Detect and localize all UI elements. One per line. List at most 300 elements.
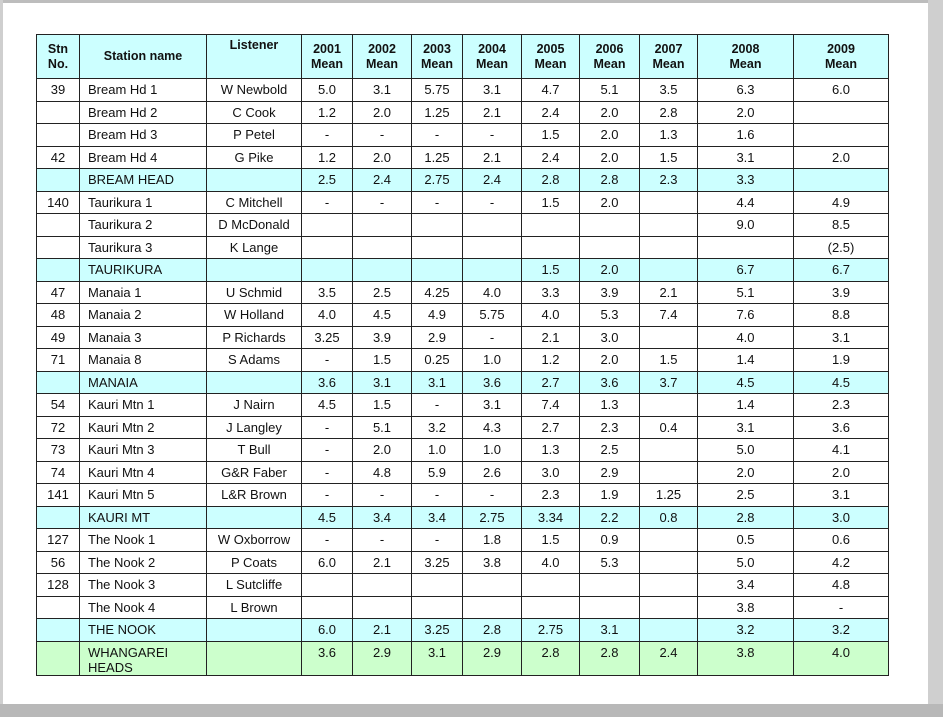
mean-2004-cell: 5.75: [463, 304, 522, 327]
mean-2009-cell: 4.8: [794, 574, 889, 597]
mean-2008-cell: 3.3: [698, 169, 794, 192]
station-name-cell: Taurikura 1: [80, 191, 207, 214]
mean-2003-cell: [412, 574, 463, 597]
mean-2006-cell: 1.9: [580, 484, 640, 507]
listener-cell: G Pike: [207, 146, 302, 169]
table-row: [37, 191, 889, 214]
table-row: [37, 551, 889, 574]
mean-2008-cell: 4.4: [698, 191, 794, 214]
mean-2007-cell: 0.8: [640, 506, 698, 529]
listener-cell: [207, 641, 302, 675]
station-name-cell: Kauri Mtn 5: [80, 484, 207, 507]
mean-2005-cell: 1.2: [522, 349, 580, 372]
listener-cell: [207, 371, 302, 394]
mean-2004-cell: [463, 574, 522, 597]
mean-2004-cell: 2.9: [463, 641, 522, 675]
table-row: [37, 349, 889, 372]
mean-2001-cell: [302, 596, 353, 619]
mean-2006-cell: 3.1: [580, 619, 640, 642]
stn-no-cell: 42: [37, 146, 80, 169]
mean-2008-cell: 2.8: [698, 506, 794, 529]
mean-2006-cell: 2.0: [580, 101, 640, 124]
header-year-mean: 2009 Mean: [794, 35, 889, 79]
mean-2009-cell: 3.1: [794, 484, 889, 507]
header-year-mean: 2005 Mean: [522, 35, 580, 79]
mean-2003-cell: [412, 596, 463, 619]
mean-2002-cell: 2.9: [353, 641, 412, 675]
listener-cell: P Coats: [207, 551, 302, 574]
mean-2001-cell: [302, 574, 353, 597]
mean-2004-cell: 4.3: [463, 416, 522, 439]
mean-2003-cell: 4.25: [412, 281, 463, 304]
table-row: [37, 214, 889, 237]
header-year-mean: 2008 Mean: [698, 35, 794, 79]
mean-2002-cell: 4.8: [353, 461, 412, 484]
mean-2009-cell: [794, 124, 889, 147]
mean-2006-cell: 5.3: [580, 304, 640, 327]
stn-no-cell: [37, 259, 80, 282]
table-row: [37, 484, 889, 507]
stn-no-cell: 39: [37, 79, 80, 102]
mean-2005-cell: 1.5: [522, 259, 580, 282]
station-name-cell: BREAM HEAD: [80, 169, 207, 192]
mean-2008-cell: 9.0: [698, 214, 794, 237]
window-right-edge: [928, 0, 943, 704]
mean-2001-cell: [302, 236, 353, 259]
station-name-cell: Kauri Mtn 3: [80, 439, 207, 462]
window-bottom-edge: [0, 704, 943, 717]
mean-2007-cell: 1.3: [640, 124, 698, 147]
stn-no-cell: [37, 236, 80, 259]
subtotal-row: [37, 506, 889, 529]
mean-2003-cell: 1.0: [412, 439, 463, 462]
listener-cell: G&R Faber: [207, 461, 302, 484]
mean-2007-cell: [640, 551, 698, 574]
mean-2004-cell: 1.0: [463, 439, 522, 462]
listener-cell: L Sutcliffe: [207, 574, 302, 597]
mean-2004-cell: 4.0: [463, 281, 522, 304]
stn-no-cell: 140: [37, 191, 80, 214]
stn-no-cell: [37, 619, 80, 642]
mean-2002-cell: 3.1: [353, 79, 412, 102]
stn-no-cell: [37, 506, 80, 529]
mean-2005-cell: [522, 236, 580, 259]
listener-cell: K Lange: [207, 236, 302, 259]
listener-cell: P Petel: [207, 124, 302, 147]
mean-2001-cell: -: [302, 349, 353, 372]
mean-2007-cell: [640, 191, 698, 214]
table-body: [37, 79, 889, 676]
header-year-mean: 2006 Mean: [580, 35, 640, 79]
grand-total-row: [37, 641, 889, 675]
mean-2009-cell: 3.1: [794, 326, 889, 349]
mean-2007-cell: 3.5: [640, 79, 698, 102]
mean-2008-cell: 5.0: [698, 439, 794, 462]
mean-2008-cell: 4.0: [698, 326, 794, 349]
mean-2003-cell: [412, 259, 463, 282]
table-row: [37, 281, 889, 304]
mean-2003-cell: -: [412, 529, 463, 552]
station-name-cell: Bream Hd 1: [80, 79, 207, 102]
mean-2002-cell: 3.9: [353, 326, 412, 349]
listener-cell: [207, 169, 302, 192]
mean-2004-cell: -: [463, 484, 522, 507]
mean-2004-cell: [463, 259, 522, 282]
station-name-cell: MANAIA: [80, 371, 207, 394]
mean-2007-cell: [640, 461, 698, 484]
station-name-cell: Taurikura 3: [80, 236, 207, 259]
mean-2007-cell: 3.7: [640, 371, 698, 394]
mean-2009-cell: 3.0: [794, 506, 889, 529]
mean-2007-cell: 2.8: [640, 101, 698, 124]
mean-2006-cell: [580, 236, 640, 259]
mean-2003-cell: -: [412, 394, 463, 417]
header-year-mean: 2001 Mean: [302, 35, 353, 79]
mean-2001-cell: [302, 259, 353, 282]
mean-2002-cell: 2.5: [353, 281, 412, 304]
mean-2001-cell: [302, 214, 353, 237]
mean-2005-cell: 4.0: [522, 304, 580, 327]
listener-cell: D McDonald: [207, 214, 302, 237]
station-name-cell: Taurikura 2: [80, 214, 207, 237]
mean-2009-cell: 4.1: [794, 439, 889, 462]
mean-2005-cell: 2.75: [522, 619, 580, 642]
mean-2005-cell: 2.4: [522, 146, 580, 169]
stn-no-cell: 48: [37, 304, 80, 327]
mean-2002-cell: 2.4: [353, 169, 412, 192]
window-left-edge: [0, 0, 3, 717]
mean-2002-cell: [353, 574, 412, 597]
mean-2005-cell: 2.7: [522, 371, 580, 394]
mean-2001-cell: -: [302, 124, 353, 147]
mean-2003-cell: 5.75: [412, 79, 463, 102]
station-name-cell: Manaia 3: [80, 326, 207, 349]
mean-2007-cell: 2.3: [640, 169, 698, 192]
mean-2009-cell: [794, 169, 889, 192]
mean-2001-cell: 4.5: [302, 506, 353, 529]
mean-2009-cell: 4.5: [794, 371, 889, 394]
mean-2002-cell: 4.5: [353, 304, 412, 327]
mean-2008-cell: 3.8: [698, 596, 794, 619]
station-name-cell: THE NOOK: [80, 619, 207, 642]
stn-no-cell: [37, 371, 80, 394]
mean-2003-cell: 0.25: [412, 349, 463, 372]
header-listener: Listener: [207, 35, 302, 79]
mean-2006-cell: 2.0: [580, 349, 640, 372]
mean-2001-cell: 6.0: [302, 551, 353, 574]
mean-2008-cell: 3.4: [698, 574, 794, 597]
station-name-cell: The Nook 3: [80, 574, 207, 597]
station-name-cell: WHANGAREI HEADS: [80, 641, 207, 675]
stn-no-cell: [37, 596, 80, 619]
mean-2003-cell: 3.2: [412, 416, 463, 439]
mean-2003-cell: 3.1: [412, 641, 463, 675]
station-name-cell: Bream Hd 3: [80, 124, 207, 147]
mean-2001-cell: -: [302, 416, 353, 439]
mean-2007-cell: 2.4: [640, 641, 698, 675]
mean-2005-cell: 1.3: [522, 439, 580, 462]
stn-no-cell: [37, 641, 80, 675]
header-year-mean: 2003 Mean: [412, 35, 463, 79]
mean-2006-cell: 2.5: [580, 439, 640, 462]
mean-2007-cell: 1.5: [640, 146, 698, 169]
stn-no-cell: 56: [37, 551, 80, 574]
header-year-mean: 2002 Mean: [353, 35, 412, 79]
station-means-table: [36, 34, 889, 676]
mean-2009-cell: 3.9: [794, 281, 889, 304]
mean-2003-cell: -: [412, 484, 463, 507]
mean-2001-cell: -: [302, 484, 353, 507]
mean-2003-cell: 5.9: [412, 461, 463, 484]
mean-2006-cell: 2.9: [580, 461, 640, 484]
listener-cell: [207, 619, 302, 642]
mean-2005-cell: 4.7: [522, 79, 580, 102]
mean-2005-cell: 1.5: [522, 124, 580, 147]
stn-no-cell: 74: [37, 461, 80, 484]
mean-2007-cell: [640, 394, 698, 417]
mean-2007-cell: 2.1: [640, 281, 698, 304]
stn-no-cell: [37, 101, 80, 124]
table-row: [37, 596, 889, 619]
table-row: [37, 461, 889, 484]
mean-2003-cell: 2.75: [412, 169, 463, 192]
mean-2008-cell: 5.1: [698, 281, 794, 304]
mean-2006-cell: 5.1: [580, 79, 640, 102]
mean-2009-cell: [794, 101, 889, 124]
listener-cell: L&R Brown: [207, 484, 302, 507]
listener-cell: W Newbold: [207, 79, 302, 102]
mean-2002-cell: 1.5: [353, 394, 412, 417]
mean-2004-cell: [463, 236, 522, 259]
stn-no-cell: 128: [37, 574, 80, 597]
mean-2006-cell: 3.0: [580, 326, 640, 349]
mean-2009-cell: -: [794, 596, 889, 619]
mean-2001-cell: -: [302, 191, 353, 214]
mean-2005-cell: 3.0: [522, 461, 580, 484]
station-name-cell: Manaia 1: [80, 281, 207, 304]
mean-2009-cell: 4.0: [794, 641, 889, 675]
mean-2007-cell: [640, 596, 698, 619]
header-station-name: Station name: [80, 35, 207, 79]
station-name-cell: TAURIKURA: [80, 259, 207, 282]
mean-2004-cell: 3.1: [463, 79, 522, 102]
mean-2001-cell: -: [302, 529, 353, 552]
stn-no-cell: 141: [37, 484, 80, 507]
mean-2006-cell: 5.3: [580, 551, 640, 574]
station-name-cell: The Nook 2: [80, 551, 207, 574]
mean-2008-cell: 2.0: [698, 101, 794, 124]
mean-2002-cell: 2.0: [353, 439, 412, 462]
mean-2009-cell: 2.0: [794, 146, 889, 169]
listener-cell: J Langley: [207, 416, 302, 439]
table-row: [37, 439, 889, 462]
stn-no-cell: 73: [37, 439, 80, 462]
table-row: [37, 326, 889, 349]
subtotal-row: [37, 259, 889, 282]
mean-2006-cell: 1.3: [580, 394, 640, 417]
mean-2006-cell: 2.8: [580, 641, 640, 675]
mean-2007-cell: [640, 259, 698, 282]
mean-2005-cell: 1.5: [522, 529, 580, 552]
mean-2006-cell: 2.2: [580, 506, 640, 529]
mean-2006-cell: 2.8: [580, 169, 640, 192]
mean-2002-cell: -: [353, 124, 412, 147]
station-name-cell: Manaia 2: [80, 304, 207, 327]
mean-2005-cell: [522, 214, 580, 237]
mean-2002-cell: 2.0: [353, 146, 412, 169]
mean-2002-cell: 2.0: [353, 101, 412, 124]
mean-2008-cell: 1.6: [698, 124, 794, 147]
subtotal-row: [37, 371, 889, 394]
mean-2002-cell: [353, 259, 412, 282]
mean-2006-cell: [580, 214, 640, 237]
mean-2002-cell: -: [353, 191, 412, 214]
mean-2003-cell: -: [412, 191, 463, 214]
station-name-cell: Kauri Mtn 2: [80, 416, 207, 439]
mean-2009-cell: 6.7: [794, 259, 889, 282]
mean-2004-cell: -: [463, 326, 522, 349]
station-name-cell: Kauri Mtn 4: [80, 461, 207, 484]
mean-2003-cell: 2.9: [412, 326, 463, 349]
mean-2005-cell: 4.0: [522, 551, 580, 574]
subtotal-row: [37, 619, 889, 642]
listener-cell: W Oxborrow: [207, 529, 302, 552]
mean-2005-cell: 3.34: [522, 506, 580, 529]
mean-2005-cell: 1.5: [522, 191, 580, 214]
table-row: [37, 146, 889, 169]
mean-2003-cell: 1.25: [412, 146, 463, 169]
mean-2009-cell: 8.5: [794, 214, 889, 237]
mean-2001-cell: -: [302, 461, 353, 484]
mean-2003-cell: 4.9: [412, 304, 463, 327]
mean-2008-cell: 1.4: [698, 349, 794, 372]
mean-2008-cell: [698, 236, 794, 259]
mean-2008-cell: 0.5: [698, 529, 794, 552]
mean-2008-cell: 1.4: [698, 394, 794, 417]
table-row: [37, 574, 889, 597]
mean-2002-cell: 5.1: [353, 416, 412, 439]
mean-2002-cell: 1.5: [353, 349, 412, 372]
mean-2002-cell: [353, 214, 412, 237]
listener-cell: P Richards: [207, 326, 302, 349]
listener-cell: [207, 259, 302, 282]
mean-2004-cell: 1.0: [463, 349, 522, 372]
station-name-cell: The Nook 1: [80, 529, 207, 552]
listener-cell: S Adams: [207, 349, 302, 372]
mean-2008-cell: 7.6: [698, 304, 794, 327]
listener-cell: T Bull: [207, 439, 302, 462]
mean-2006-cell: 3.9: [580, 281, 640, 304]
mean-2003-cell: [412, 236, 463, 259]
mean-2007-cell: [640, 529, 698, 552]
station-name-cell: Bream Hd 4: [80, 146, 207, 169]
mean-2009-cell: (2.5): [794, 236, 889, 259]
mean-2002-cell: -: [353, 484, 412, 507]
mean-2009-cell: 2.3: [794, 394, 889, 417]
mean-2005-cell: 2.3: [522, 484, 580, 507]
mean-2005-cell: [522, 574, 580, 597]
mean-2007-cell: [640, 574, 698, 597]
mean-2005-cell: 2.7: [522, 416, 580, 439]
table-row: [37, 79, 889, 102]
table-row: [37, 236, 889, 259]
listener-cell: J Nairn: [207, 394, 302, 417]
mean-2002-cell: 2.1: [353, 551, 412, 574]
mean-2006-cell: 2.0: [580, 146, 640, 169]
mean-2001-cell: 5.0: [302, 79, 353, 102]
station-name-cell: Bream Hd 2: [80, 101, 207, 124]
stn-no-cell: [37, 124, 80, 147]
mean-2006-cell: 3.6: [580, 371, 640, 394]
mean-2008-cell: 2.0: [698, 461, 794, 484]
mean-2004-cell: 2.1: [463, 101, 522, 124]
mean-2009-cell: 0.6: [794, 529, 889, 552]
mean-2009-cell: 8.8: [794, 304, 889, 327]
mean-2007-cell: 1.5: [640, 349, 698, 372]
listener-cell: L Brown: [207, 596, 302, 619]
station-name-cell: The Nook 4: [80, 596, 207, 619]
mean-2001-cell: 4.0: [302, 304, 353, 327]
mean-2004-cell: 3.1: [463, 394, 522, 417]
mean-2001-cell: -: [302, 439, 353, 462]
mean-2005-cell: 2.8: [522, 641, 580, 675]
mean-2009-cell: 2.0: [794, 461, 889, 484]
mean-2006-cell: [580, 574, 640, 597]
table-row: [37, 394, 889, 417]
mean-2004-cell: [463, 214, 522, 237]
mean-2007-cell: [640, 619, 698, 642]
mean-2007-cell: [640, 439, 698, 462]
mean-2005-cell: 2.4: [522, 101, 580, 124]
mean-2002-cell: 3.4: [353, 506, 412, 529]
header-stn-no: Stn No.: [37, 35, 80, 79]
mean-2001-cell: 3.25: [302, 326, 353, 349]
mean-2007-cell: 7.4: [640, 304, 698, 327]
mean-2006-cell: 0.9: [580, 529, 640, 552]
mean-2005-cell: 2.1: [522, 326, 580, 349]
table-row: [37, 529, 889, 552]
mean-2008-cell: 5.0: [698, 551, 794, 574]
stn-no-cell: 71: [37, 349, 80, 372]
mean-2005-cell: [522, 596, 580, 619]
listener-cell: C Mitchell: [207, 191, 302, 214]
mean-2004-cell: 2.6: [463, 461, 522, 484]
mean-2004-cell: 2.8: [463, 619, 522, 642]
stn-no-cell: 72: [37, 416, 80, 439]
mean-2008-cell: 3.8: [698, 641, 794, 675]
mean-2005-cell: 3.3: [522, 281, 580, 304]
mean-2006-cell: [580, 596, 640, 619]
listener-cell: W Holland: [207, 304, 302, 327]
stn-no-cell: [37, 214, 80, 237]
mean-2004-cell: -: [463, 191, 522, 214]
station-name-cell: KAURI MT: [80, 506, 207, 529]
mean-2004-cell: 2.75: [463, 506, 522, 529]
mean-2006-cell: 2.0: [580, 124, 640, 147]
mean-2003-cell: 3.25: [412, 551, 463, 574]
mean-2007-cell: 1.25: [640, 484, 698, 507]
mean-2003-cell: [412, 214, 463, 237]
header-row: [37, 35, 889, 79]
mean-2001-cell: 3.5: [302, 281, 353, 304]
stn-no-cell: [37, 169, 80, 192]
mean-2004-cell: 3.8: [463, 551, 522, 574]
mean-2008-cell: 3.1: [698, 416, 794, 439]
table-row: [37, 101, 889, 124]
mean-2003-cell: -: [412, 124, 463, 147]
table-row: [37, 124, 889, 147]
stn-no-cell: 127: [37, 529, 80, 552]
